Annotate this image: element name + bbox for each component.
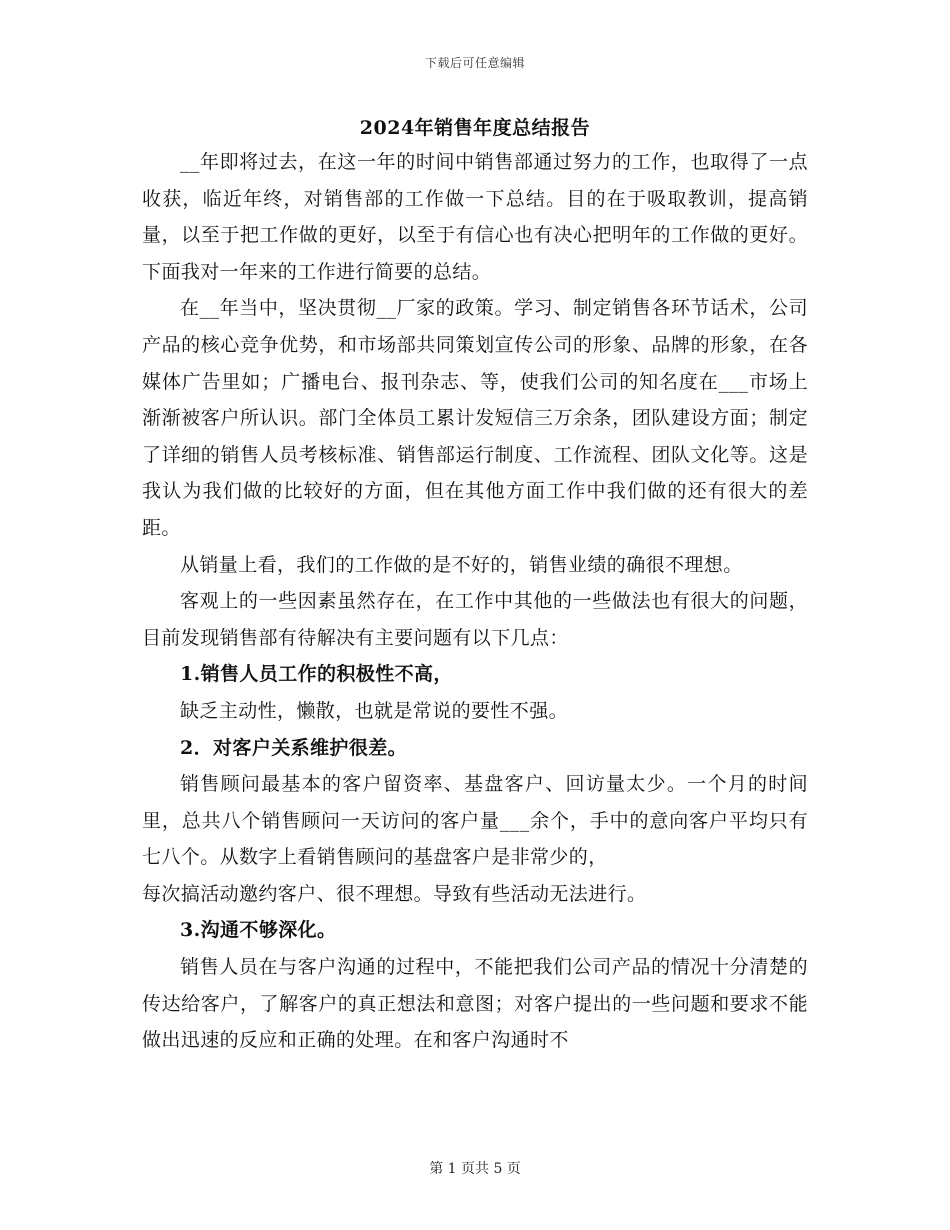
paragraph-problems-intro: 客观上的一些因素虽然存在，在工作中其他的一些做法也有很大的问题，目前发现销售部有待解决有主要问题有以下几点： bbox=[142, 590, 808, 649]
heading-problem-3: 3.沟通不够深化。 bbox=[180, 919, 337, 942]
header-note: 下载后可任意编辑 bbox=[424, 56, 525, 70]
heading-problem-1: 1.销售人员工作的积极性不高， bbox=[180, 663, 453, 686]
paragraph-problem-3: 销售人员在与客户沟通的过程中，不能把我们公司产品的情况十分清楚的传达给客户，了解客户的真正想法和意图；对客户提出的一些问题和要求不能做出迅速的反应和正确的处理。在和客户沟通时不 bbox=[142, 956, 808, 1052]
heading-problem-2: 2．对客户关系维护很差。 bbox=[180, 736, 408, 759]
paragraph-achievements: 在__年当中，坚决贯彻__厂家的政策。学习、制定销售各环节话术，公司产品的核心竞争优势，和市场部共同策划宣传公司的形象、品牌的形象，在各媒体广告里如；广播电台、报刊杂志、等，使我们公司的知名度在___市场上渐渐被客户所认识。部门全体员工累计发短信三万余条，团队建设方面；制定了详细的销售人员考核标准、销售部运行制度、工作流程、团队文化等。这是我认为我们做的比较好的方面，但在其他方面工作中我们做的还有很大的差距。 bbox=[142, 297, 808, 539]
paragraph-problem-1: 缺乏主动性，懒散，也就是常说的要性不强。 bbox=[180, 699, 569, 722]
paragraph-problem-2: 销售顾问最基本的客户留资率、基盘客户、回访量太少。一个月的时间里，总共八个销售顾问一天访问的客户量___余个，手中的意向客户平均只有七八个。从数字上看销售顾问的基盘客户是非常少的， bbox=[142, 773, 808, 869]
paragraph-sales-volume: 从销量上看，我们的工作做的是不好的，销售业绩的确很不理想。 bbox=[180, 553, 743, 576]
document-title: 2024年销售年度总结报告 bbox=[359, 117, 591, 139]
paragraph-intro: __年即将过去，在这一年的时间中销售部通过努力的工作，也取得了一点收获，临近年终，对销售部的工作做一下总结。目的在于吸取教训，提高销量，以至于把工作做的更好，以至于有信心也有决心把明年的工作做的更好。下面我对一年来的工作进行简要的总结。 bbox=[142, 151, 808, 283]
document-body bbox=[142, 112, 808, 1059]
page-footer: 第 1 页共 5 页 bbox=[429, 1161, 521, 1177]
paragraph-problem-2-continued: 每次搞活动邀约客户、很不理想。导致有些活动无法进行。 bbox=[142, 882, 647, 905]
